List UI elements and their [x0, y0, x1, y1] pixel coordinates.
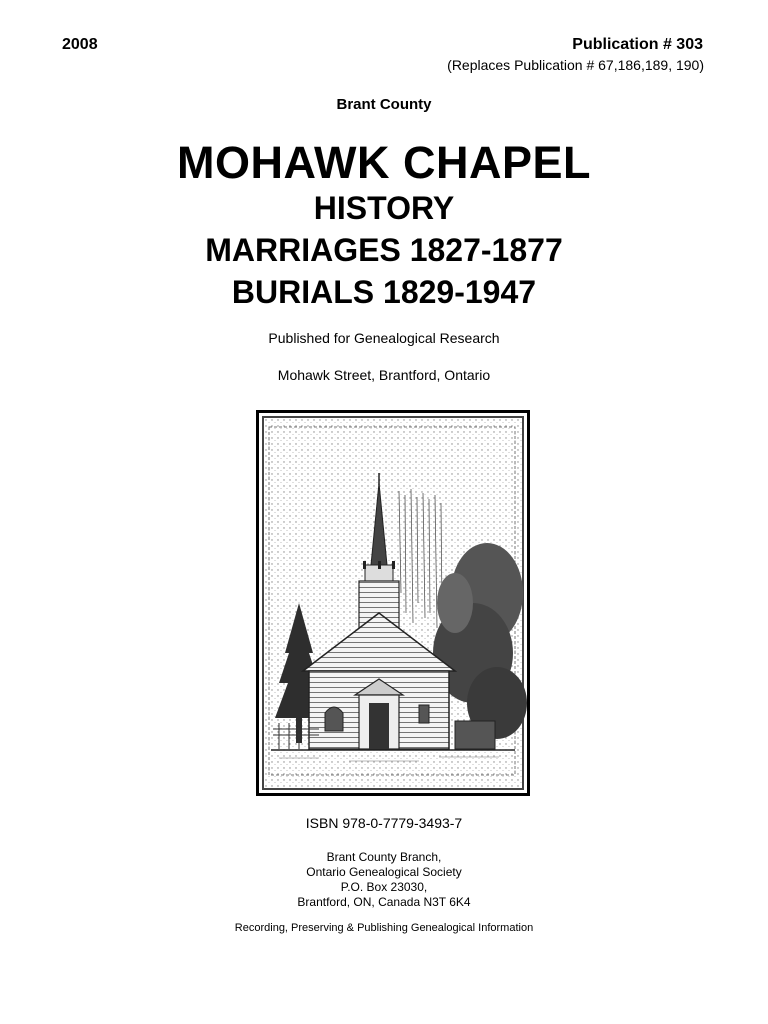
document-title: MOHAWK CHAPEL: [177, 137, 591, 188]
county-label: Brant County: [336, 96, 432, 113]
publication-year: 2008: [62, 36, 98, 53]
replaces-note: (Replaces Publication # 67,186,189, 190): [447, 57, 704, 73]
subtitle-burials: BURIALS 1829-1947: [231, 274, 537, 310]
published-for-line: Published for Genealogical Research: [268, 330, 500, 346]
publication-number: Publication # 303: [572, 36, 703, 53]
address-line: Ontario Genealogical Society: [306, 865, 462, 879]
subtitle-marriages: MARRIAGES 1827-1877: [205, 232, 563, 268]
address-line: P.O. Box 23030,: [340, 880, 428, 894]
chapel-sketch-image: [256, 410, 530, 796]
address-line: Brantford, ON, Canada N3T 6K4: [297, 895, 471, 909]
society-tagline: Recording, Preserving & Publishing Genealogical Information: [234, 922, 534, 934]
subtitle-history: HISTORY: [313, 190, 455, 226]
address-line: Brant County Branch,: [326, 850, 442, 864]
isbn: ISBN 978-0-7779-3493-7: [305, 815, 463, 831]
chapel-address: Mohawk Street, Brantford, Ontario: [277, 367, 491, 383]
